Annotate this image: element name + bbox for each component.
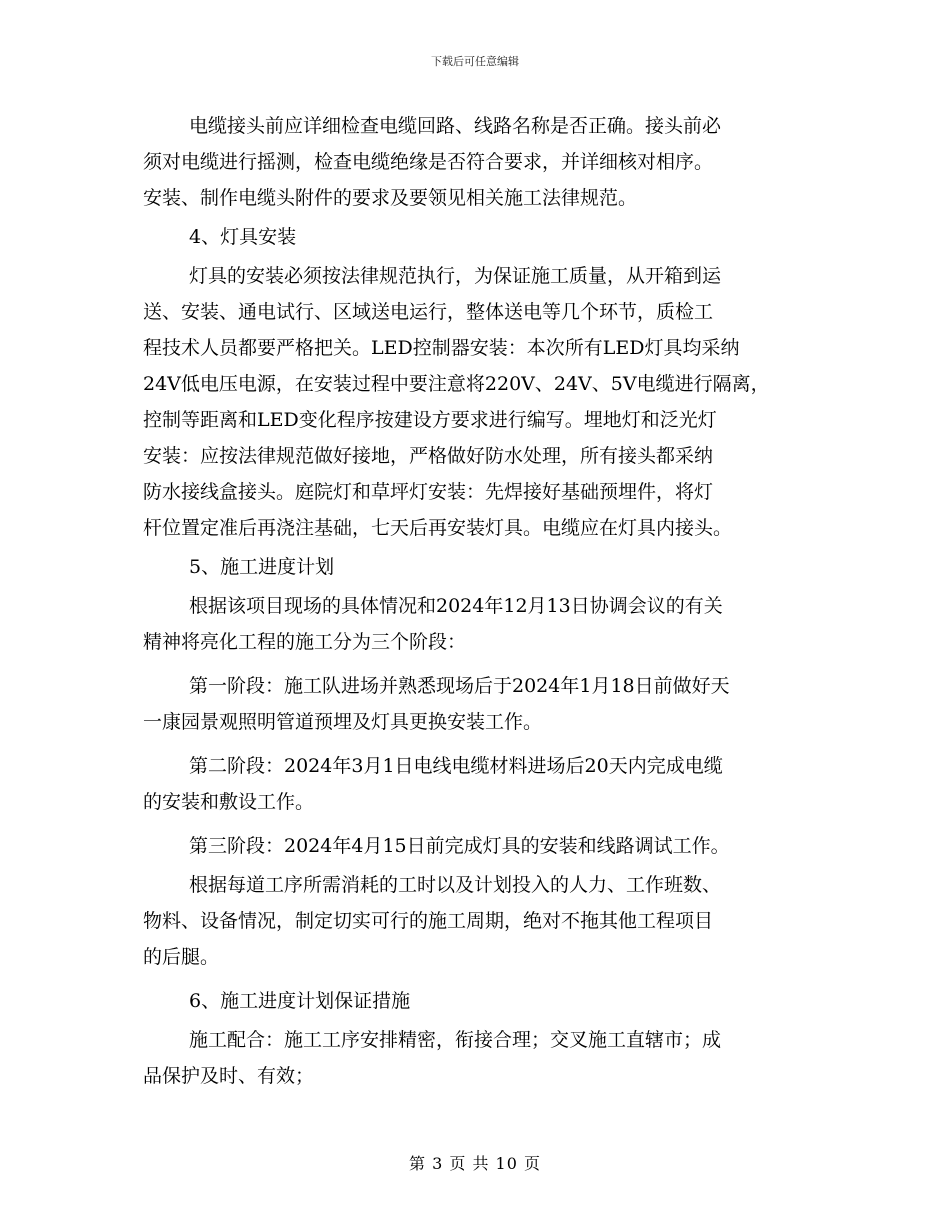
heading-line: 5、施工进度计划 (189, 556, 335, 578)
paragraph-phase-three (143, 828, 823, 864)
text-line: 的安装和敷设工作。 (143, 791, 315, 813)
text-line: 第一阶段：施工队进场并熟悉现场后于2024年1月18日前做好天 (189, 675, 730, 697)
paragraph-cable-joint (143, 108, 823, 216)
page-number-footer: 第 3 页 共 10 页 (409, 1154, 541, 1173)
text-line: 根据该项目现场的具体情况和2024年12月13日协调会议的有关 (189, 595, 723, 617)
text-line: 杆位置定准后再浇注基础，七天后再安装灯具。电缆应在灯具内接头。 (143, 517, 733, 539)
text-line: 品保护及时、有效； (143, 1065, 315, 1087)
text-line: 程技术人员都要严格把关。LED控制器安装：本次所有LED灯具均采纳 (143, 337, 740, 359)
text-line: 第三阶段：2024年4月15日前完成灯具的安装和线路调试工作。 (189, 835, 730, 857)
text-line: 安装、制作电缆头附件的要求及要领见相关施工法律规范。 (143, 187, 638, 209)
paragraph-schedule-intro (143, 588, 823, 660)
document-body (143, 108, 823, 1094)
text-line: 防水接线盒接头。庭院灯和草坪灯安装：先焊接好基础预埋件，将灯 (143, 481, 714, 503)
paragraph-phase-one (143, 668, 823, 740)
text-line: 一康园景观照明管道预埋及灯具更换安装工作。 (143, 711, 543, 733)
section-heading-lamp-installation (143, 219, 823, 255)
text-line: 精神将亮化工程的施工分为三个阶段： (143, 631, 467, 653)
text-line: 根据每道工序所需消耗的工时以及计划投入的人力、工作班数、 (189, 874, 722, 896)
text-line: 电缆接头前应详细检查电缆回路、线路名称是否正确。接头前必 (189, 115, 722, 137)
section-heading-schedule-guarantee (143, 983, 823, 1019)
heading-line: 6、施工进度计划保证措施 (189, 990, 411, 1012)
text-line: 灯具的安装必须按法律规范执行，为保证施工质量，从开箱到运 (189, 265, 722, 287)
text-line: 第二阶段：2024年3月1日电线电缆材料进场后20天内完成电缆 (189, 755, 723, 777)
text-line: 物料、设备情况，制定切实可行的施工周期，绝对不拖其他工程项目 (143, 910, 714, 932)
paragraph-phase-two (143, 748, 823, 820)
text-line: 送、安装、通电试行、区域送电运行，整体送电等几个环节，质检工 (143, 301, 714, 323)
text-line: 24V低电压电源，在安装过程中要注意将220V、24V、5V电缆进行隔离， (143, 373, 770, 395)
text-line: 的后腿。 (143, 946, 220, 968)
page-header: 下载后可任意编辑 (431, 55, 519, 68)
paragraph-construction-coordination (143, 1022, 823, 1094)
paragraph-lamp-installation (143, 258, 823, 546)
heading-line: 4、灯具安装 (189, 226, 297, 248)
text-line: 控制等距离和LED变化程序按建设方要求进行编写。埋地灯和泛光灯 (143, 409, 717, 431)
text-line: 须对电缆进行摇测，检查电缆绝缘是否符合要求，并详细核对相序。 (143, 151, 714, 173)
paragraph-work-period (143, 867, 823, 975)
text-line: 安装：应按法律规范做好接地，严格做好防水处理，所有接头都采纳 (143, 445, 714, 467)
section-heading-schedule (143, 549, 823, 585)
text-line: 施工配合：施工工序安排精密，衔接合理；交叉施工直辖市；成 (189, 1029, 722, 1051)
